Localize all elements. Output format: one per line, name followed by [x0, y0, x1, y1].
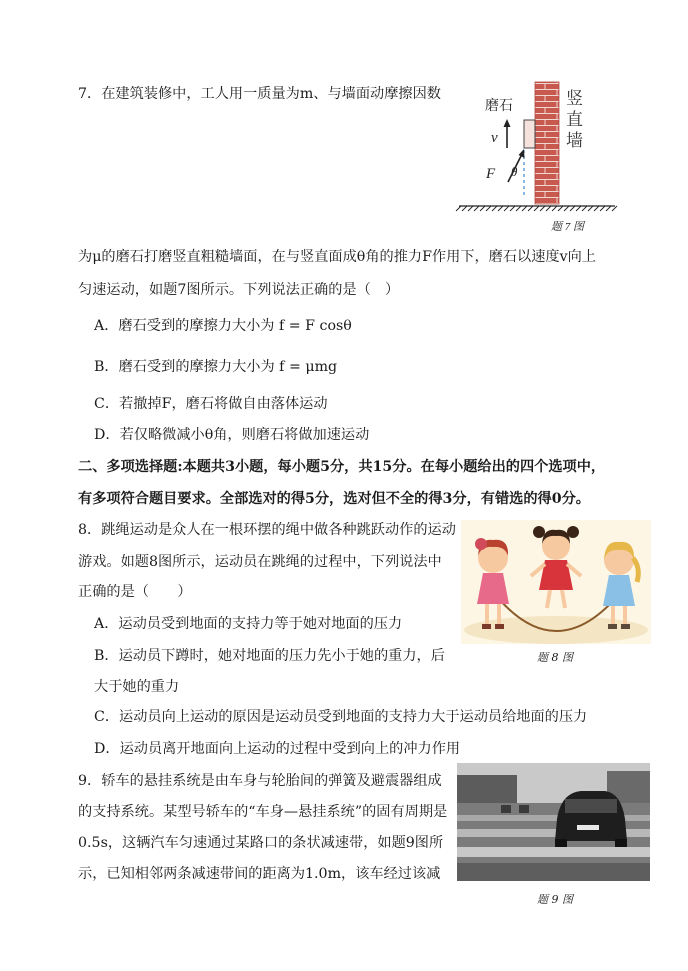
q8-option-c: C．运动员向上运动的原因是运动员受到地面的支持力大于运动员给地面的压力: [94, 709, 588, 725]
q7-option-c: C．若撤掉F，磨石将做自由落体运动: [94, 396, 328, 412]
q7-option-b: B．磨石受到的摩擦力大小为 f = μmg: [94, 359, 338, 375]
wall-label-2: 直: [566, 110, 583, 130]
q9-stem-line2: 的支持系统。某型号轿车的“车身—悬挂系统”的固有周期是: [78, 804, 448, 820]
ground-hatch: [456, 206, 617, 211]
velocity-label: v: [491, 130, 498, 146]
q8-option-a: A．运动员受到地面的支持力等于她对地面的压力: [94, 616, 403, 632]
section2-heading-line2: 有多项符合题目要求。全部选对的得5分，选对但不全的得3分，有错选的得0分。: [78, 491, 590, 507]
q9-stem-line3: 0.5s，这辆汽车匀速通过某路口的条状减速带，如题9图所: [78, 835, 444, 851]
q8-jump-rope-illustration: [461, 520, 651, 644]
q9-speed-bump-photo: [457, 763, 650, 881]
q8-caption: 题 8 图: [537, 651, 573, 664]
q7-stem-line2: 为μ的磨石打磨竖直粗糙墙面，在与竖直面成θ角的推力F作用下，磨石以速度v向上: [78, 249, 596, 265]
q7-stem-line1: 7．在建筑装修中，工人用一质量为m、与墙面动摩擦因数: [78, 86, 441, 102]
q9-stem-line4: 示，已知相邻两条减速带间的距离为1.0m，该车经过该减: [78, 866, 441, 882]
q8-option-b-line1: B．运动员下蹲时，她对地面的压力先小于她的重力，后: [94, 648, 445, 664]
q8-stem-line2: 游戏。如题8图所示，运动员在跳绳的过程中，下列说法中: [78, 554, 442, 570]
q7-figure: [455, 78, 625, 236]
wall-label-3: 墙: [566, 131, 583, 151]
q8-option-b-line2: 大于她的重力: [94, 679, 180, 695]
q8-stem-line3: 正确的是（ ）: [78, 584, 192, 600]
stone-label: 磨石: [485, 99, 513, 114]
wall-label-1: 竖: [566, 89, 583, 109]
theta-label: θ: [511, 164, 518, 179]
grinding-stone: [524, 120, 535, 148]
force-label: F: [486, 166, 496, 182]
section2-heading-line1: 二、多项选择题:本题共3小题，每小题5分，共15分。在每小题给出的四个选项中，: [78, 459, 606, 475]
q7-option-a: A．磨石受到的摩擦力大小为 f = F cosθ: [94, 318, 352, 334]
q7-stem-line3: 匀速运动，如题7图所示。下列说法正确的是（ ）: [78, 282, 400, 298]
q7-caption: 题 7 图: [551, 221, 584, 233]
q8-stem-line1: 8．跳绳运动是众人在一根环摆的绳中做各种跳跃动作的运动: [78, 522, 456, 538]
brick-wall: [535, 82, 559, 204]
q9-stem-line1: 9．轿车的悬挂系统是由车身与轮胎间的弹簧及避震器组成: [78, 773, 442, 789]
q9-caption: 题 9 图: [537, 893, 573, 906]
car: [555, 791, 627, 847]
q7-option-d: D．若仅略微减小θ角，则磨石将做加速运动: [94, 427, 370, 443]
q8-option-d: D．运动员离开地面向上运动的过程中受到向上的冲力作用: [94, 741, 461, 757]
